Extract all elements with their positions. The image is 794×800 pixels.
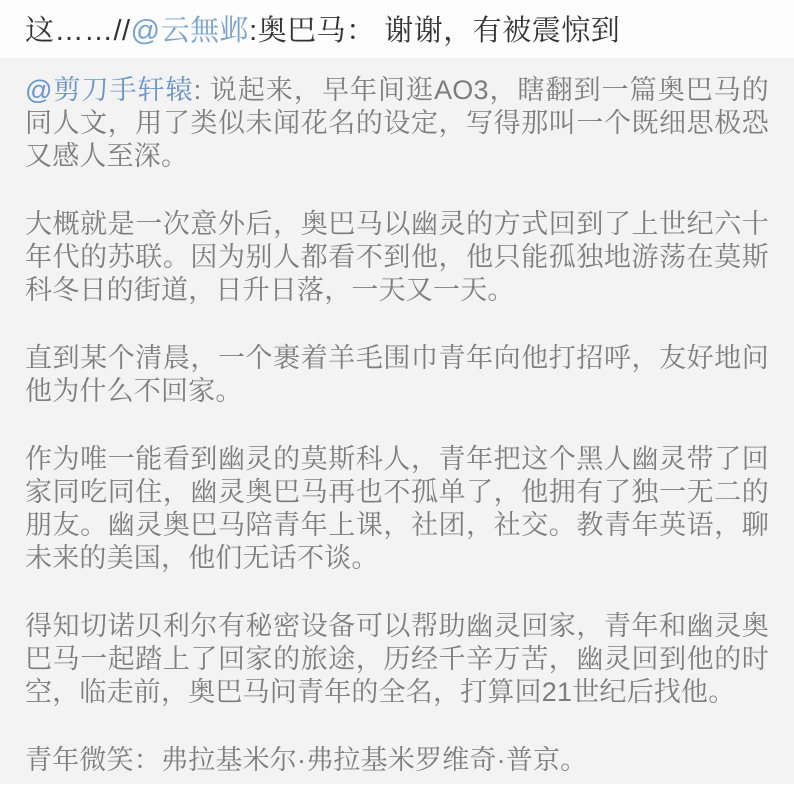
paragraph-text: 说起来，早年间逛AO3，瞎翻到一篇奥巴马的同人文，用了类似未闻花名的设定，写得那叫一个既细思极恐又感人至深。 [25, 75, 769, 171]
post-paragraph: 作为唯一能看到幽灵的莫斯科人，青年把这个黑人幽灵带了回家同吃同住，幽灵奥巴马再也不孤单了，他拥有了独一无二的朋友。幽灵奥巴马陪青年上课，社团，社交。教青年英语，聊未来的美国，他们无话不谈。 [25, 444, 769, 573]
repost-comment-prefix: 这……// [25, 15, 131, 47]
post-paragraph: 直到某个清晨，一个裹着羊毛围巾青年向他打招呼，友好地问他为什么不回家。 [25, 343, 769, 406]
repost-comment-bar [0, 0, 794, 58]
post-paragraph: 得知切诺贝利尔有秘密设备可以帮助幽灵回家，青年和幽灵奥巴马一起踏上了回家的旅途，历经千辛万苦，幽灵回到他的时空，临走前，奥巴马问青年的全名，打算回21世纪后找他。 [25, 611, 769, 707]
author-separator: : [193, 75, 210, 105]
repost-comment-suffix: :奥巴马： 谢谢，有被震惊到 [249, 15, 621, 47]
post-paragraph: 大概就是一次意外后，奥巴马以幽灵的方式回到了上世纪六十年代的苏联。因为别人都看不到他，他只能孤独地游荡在莫斯科冬日的街道，日升日落，一天又一天。 [25, 209, 769, 305]
mention-link-header[interactable]: @云無邺 [130, 15, 250, 47]
post-author-link[interactable]: @剪刀手轩辕 [25, 75, 194, 105]
post-paragraph: 青年微笑：弗拉基米尔·弗拉基米罗维奇·普京。 [25, 745, 588, 775]
quoted-post-body [0, 58, 794, 784]
post-paragraph [25, 74, 769, 173]
